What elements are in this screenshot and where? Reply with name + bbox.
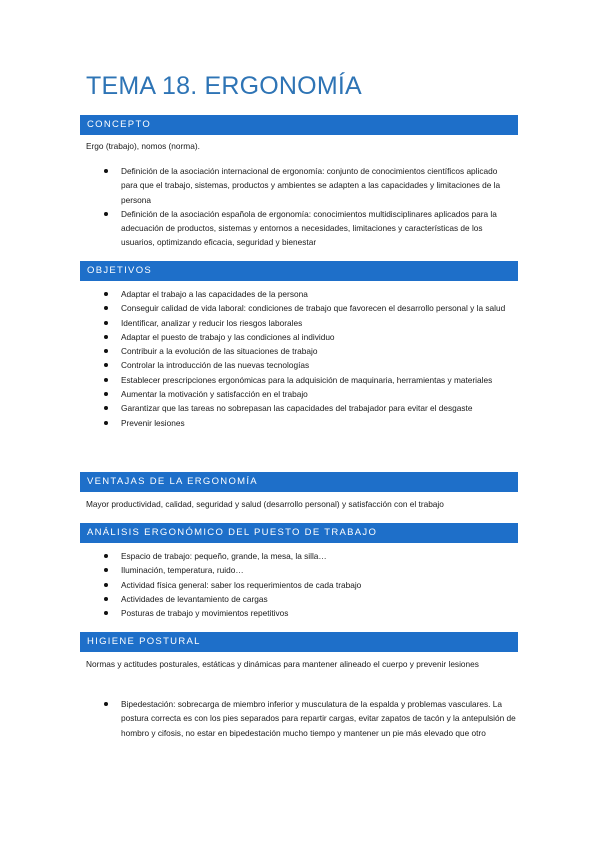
list-item: Controlar la introducción de las nuevas tecnologías <box>104 358 516 372</box>
list-item: Adaptar el puesto de trabajo y las condiciones al individuo <box>104 330 516 344</box>
list-item: Bipedestación: sobrecarga de miembro inferior y musculatura de la espalda y problemas vasculares. La postura correcta es con los pies separados para repartir cargas, evitar zapatos de tacón y la antepulsión de hombro y cifosis, no estar en bipedestación mucho tiempo y mantener un pie más elevado que otro <box>104 697 516 740</box>
list-item: Espacio de trabajo: pequeño, grande, la mesa, la silla… <box>104 549 516 563</box>
list-item: Aumentar la motivación y satisfacción en el trabajo <box>104 387 516 401</box>
concepto-intro: Ergo (trabajo), nomos (norma). <box>86 141 200 151</box>
list-item: Prevenir lesiones <box>104 416 516 430</box>
objetivos-list <box>104 287 516 430</box>
list-item: Contribuir a la evolución de las situaciones de trabajo <box>104 344 516 358</box>
section-header-concepto: CONCEPTO <box>80 115 518 135</box>
list-item: Definición de la asociación internacional de ergonomía: conjunto de conocimientos científicos aplicado para que el trabajo, sistemas, productos y ambientes se adapten a las capacidades y limitaciones de la persona <box>104 164 516 207</box>
list-item: Posturas de trabajo y movimientos repetitivos <box>104 606 516 620</box>
list-item: Definición de la asociación española de ergonomía: conocimientos multidisciplinares aplicados para la adecuación de productos, sistemas y entornos a necesidades, limitaciones y características de los usuarios, optimizando eficacia, seguridad y bienestar <box>104 207 516 250</box>
higiene-intro: Normas y actitudes posturales, estáticas y dinámicas para mantener alineado el cuerpo y prevenir lesiones <box>86 659 479 669</box>
list-item: Garantizar que las tareas no sobrepasan las capacidades del trabajador para evitar el desgaste <box>104 401 516 415</box>
list-item: Adaptar el trabajo a las capacidades de la persona <box>104 287 516 301</box>
section-header-objetivos: OBJETIVOS <box>80 261 518 281</box>
higiene-list <box>104 697 516 740</box>
section-header-ventajas: VENTAJAS DE LA ERGONOMÍA <box>80 472 518 492</box>
list-item: Iluminación, temperatura, ruido… <box>104 563 516 577</box>
ventajas-text: Mayor productividad, calidad, seguridad y salud (desarrollo personal) y satisfacción con el trabajo <box>86 499 444 509</box>
list-item: Conseguir calidad de vida laboral: condiciones de trabajo que favorecen el desarrollo personal y la salud <box>104 301 516 315</box>
list-item: Actividades de levantamiento de cargas <box>104 592 516 606</box>
section-header-higiene: HIGIENE POSTURAL <box>80 632 518 652</box>
section-header-analisis: ANÁLISIS ERGONÓMICO DEL PUESTO DE TRABAJO <box>80 523 518 543</box>
concepto-list <box>104 164 516 250</box>
document-title: TEMA 18. ERGONOMÍA <box>86 72 362 100</box>
list-item: Actividad física general: saber los requerimientos de cada trabajo <box>104 578 516 592</box>
list-item: Establecer prescripciones ergonómicas para la adquisición de maquinaria, herramientas y materiales <box>104 373 516 387</box>
analisis-list <box>104 549 516 620</box>
list-item: Identificar, analizar y reducir los riesgos laborales <box>104 316 516 330</box>
